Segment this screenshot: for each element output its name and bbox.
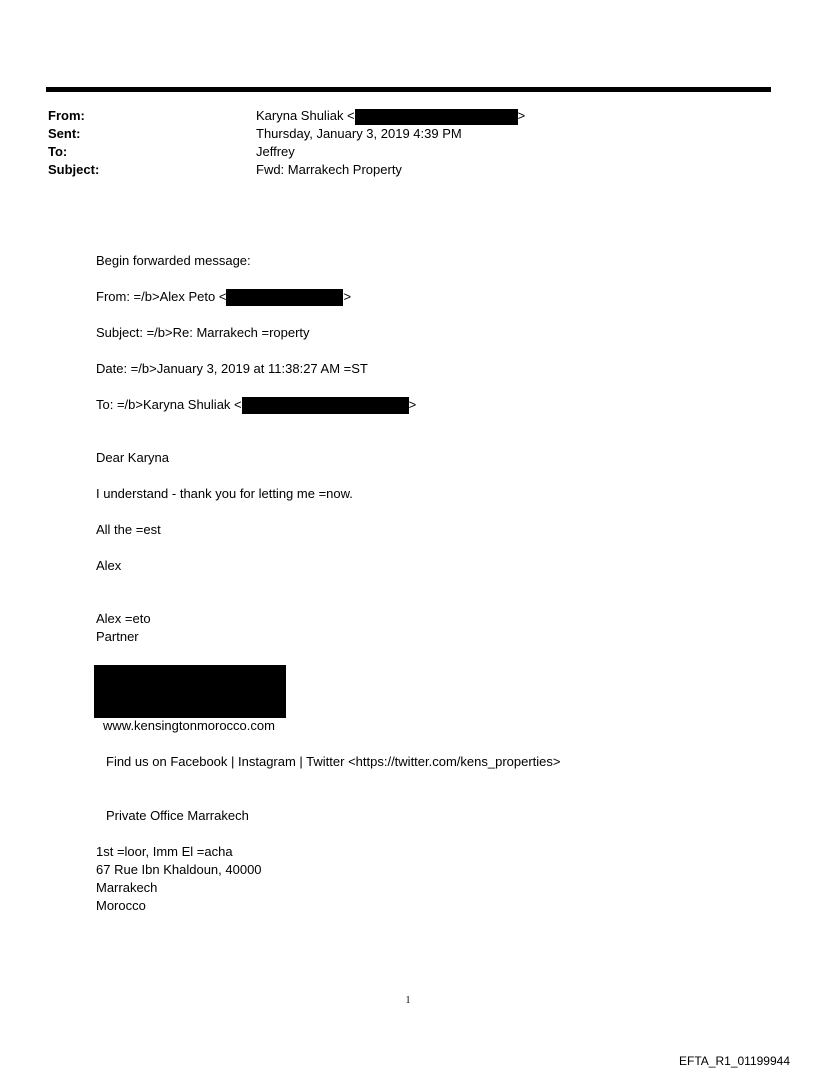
subject-value: Fwd: Marrakech Property	[256, 162, 402, 177]
header-subject-row	[48, 161, 748, 179]
sent-label: Sent:	[48, 126, 81, 141]
address-line-1: 1st =loor, Imm El =acha	[96, 844, 233, 859]
address-line-2: 67 Rue Ibn Khaldoun, 40000	[96, 862, 262, 877]
website-link[interactable]: www.kensingtonmorocco.com	[103, 718, 275, 733]
forwarded-to-close: >	[408, 397, 417, 412]
from-close-bracket: >	[517, 108, 526, 123]
header-sent-row	[48, 125, 748, 143]
signature-title: Partner	[96, 629, 139, 644]
document-id: EFTA_R1_01199944	[679, 1054, 790, 1068]
forwarded-subject-line: Subject: =/b>Re: Marrakech =roperty	[96, 325, 310, 340]
redaction-block	[355, 109, 518, 125]
redacted-logo-block	[94, 665, 286, 718]
header-from-row	[48, 107, 748, 125]
header-divider	[46, 87, 771, 92]
from-label: From:	[48, 108, 85, 123]
office-name: Private Office Marrakech	[106, 808, 249, 823]
forwarded-from-line	[96, 288, 351, 306]
forwarded-from-close: >	[343, 289, 352, 304]
page-number: 1	[405, 995, 411, 1006]
to-label: To:	[48, 144, 68, 159]
redaction-block	[242, 397, 409, 414]
redaction-block	[226, 289, 343, 306]
forwarded-to-line	[96, 396, 416, 414]
address-line-3: Marrakech	[96, 880, 158, 895]
forwarded-to-text: To: =/b>Karyna Shuliak <	[96, 397, 242, 412]
from-value	[256, 107, 525, 125]
to-value: Jeffrey	[256, 144, 295, 159]
body-line-2: All the =est	[96, 522, 161, 537]
header-to-row	[48, 143, 748, 161]
sent-value: Thursday, January 3, 2019 4:39 PM	[256, 126, 462, 141]
forwarded-date-line: Date: =/b>January 3, 2019 at 11:38:27 AM =ST	[96, 361, 368, 376]
forwarded-from-text: From: =/b>Alex Peto <	[96, 289, 227, 304]
subject-label: Subject:	[48, 162, 100, 177]
from-sender-name: Karyna Shuliak <	[256, 108, 355, 123]
body-line-1: I understand - thank you for letting me =now.	[96, 486, 353, 501]
body-greeting: Dear Karyna	[96, 450, 169, 465]
signature-name: Alex =eto	[96, 611, 151, 626]
body-sign: Alex	[96, 558, 122, 573]
social-links[interactable]: Find us on Facebook | Instagram | Twitter <https://twitter.com/kens_properties>	[106, 754, 561, 769]
address-line-4: Morocco	[96, 898, 146, 913]
forwarded-intro: Begin forwarded message:	[96, 253, 251, 268]
